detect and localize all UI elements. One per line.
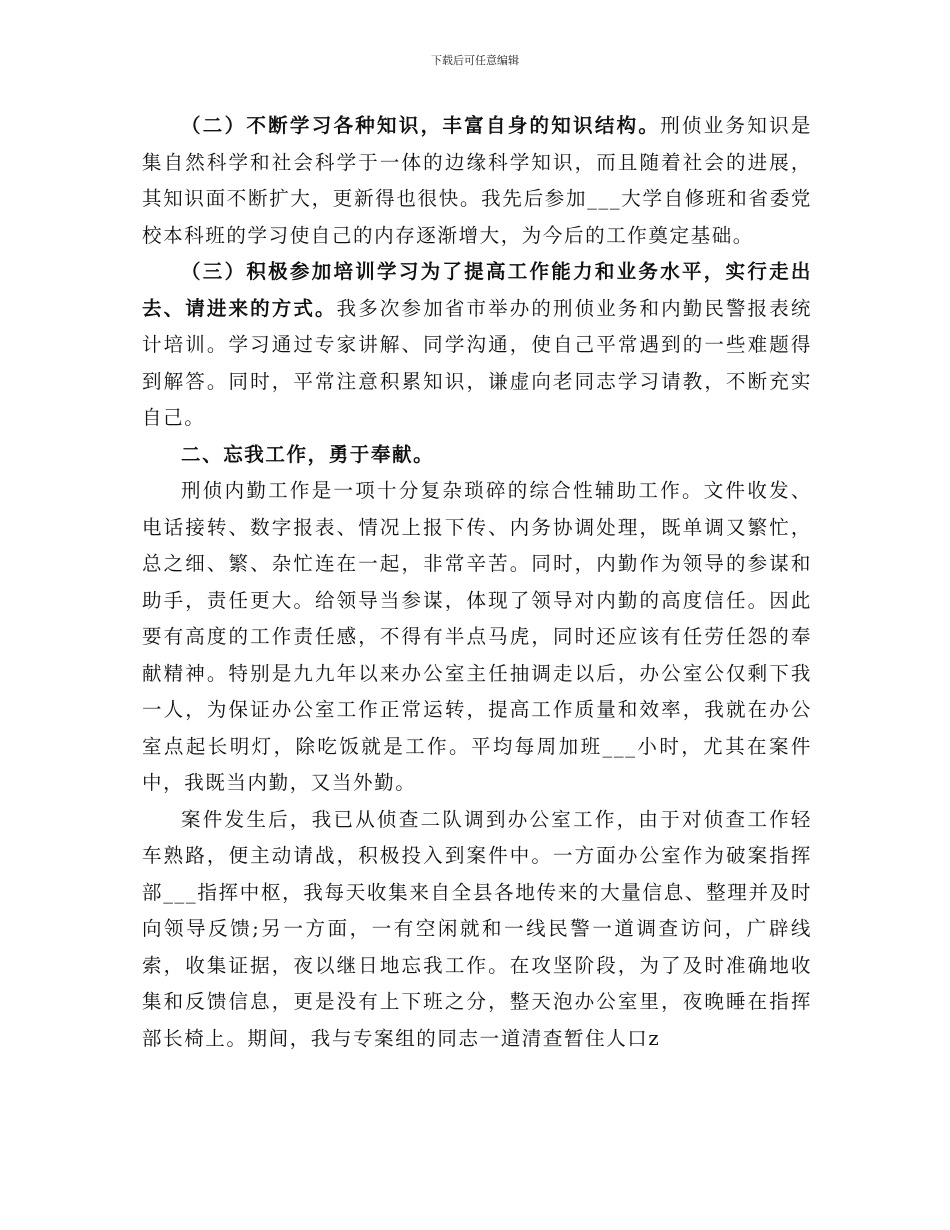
paragraph-5 <box>142 802 812 1058</box>
paragraph-3-text: 我多次参加省市举办的刑侦业务和内勤民警报表统计培训。学习通过专家讲解、同学沟通，使自己平常遇到的一些难题得到解答。同时，平常注意积累知识，谦虚向老同志学习请教，不断充实自己。 <box>142 296 812 429</box>
paragraph-2-text: 刑侦业务知识是集自然科学和社会科学于一体的边缘科学知识，而且随着社会的进展，其知识面不断扩大，更新得也很快。我先后参加___大学自修班和省委党校本科班的学习使自己的内存逐渐增大，为今后的工作奠定基础。 <box>142 114 812 247</box>
paragraph-4 <box>142 473 812 802</box>
paragraph-3 <box>142 254 812 437</box>
section-heading <box>142 437 812 474</box>
page-header: 下载后可任意编辑 <box>431 54 519 67</box>
paragraph-4-text: 刑侦内勤工作是一项十分复杂琐碎的综合性辅助工作。文件收发、电话接转、数字报表、情况上报下传、内务协调处理，既单调又繁忙，总之细、繁、杂忙连在一起，非常辛苦。同时，内勤作为领导的参谋和助手，责任更大。给领导当参谋，体现了领导对内勤的高度信任。因此要有高度的工作责任感，不得有半点马虎，同时还应该有任劳任怨的奉献精神。特别是九九年以来办公室主任抽调走以后，办公室公仅剩下我一人，为保证办公室工作正常运转，提高工作质量和效率，我就在办公室点起长明灯，除吃饭就是工作。平均每周加班___小时，尤其在案件中，我既当内勤，又当外勤。 <box>142 479 812 794</box>
section-heading-text: 二、忘我工作，勇于奉献。 <box>181 442 435 466</box>
paragraph-3-heading: （三）积极参加培训学习为了提高工作能力和业务水平，实行走出去、请进来的方式。 <box>142 260 812 320</box>
paragraph-2 <box>142 108 812 254</box>
paragraph-2-heading: （二）不断学习各种知识，丰富自身的知识结构。 <box>181 114 661 137</box>
document-body <box>142 108 812 1057</box>
paragraph-5-text: 案件发生后，我已从侦查二队调到办公室工作，由于对侦查工作轻车熟路，便主动请战，积极投入到案件中。一方面办公室作为破案指挥部___指挥中枢，我每天收集来自全县各地传来的大量信息、整理并及时向领导反馈;另一方面，一有空闲就和一线民警一道调查访问，广辟线索，收集证据，夜以继日地忘我工作。在攻坚阶段，为了及时准确地收集和反馈信息，更是没有上下班之分，整天泡办公室里，夜晚睡在指挥部长椅上。期间，我与专案组的同志一道清查暂住人口z <box>142 807 812 1050</box>
